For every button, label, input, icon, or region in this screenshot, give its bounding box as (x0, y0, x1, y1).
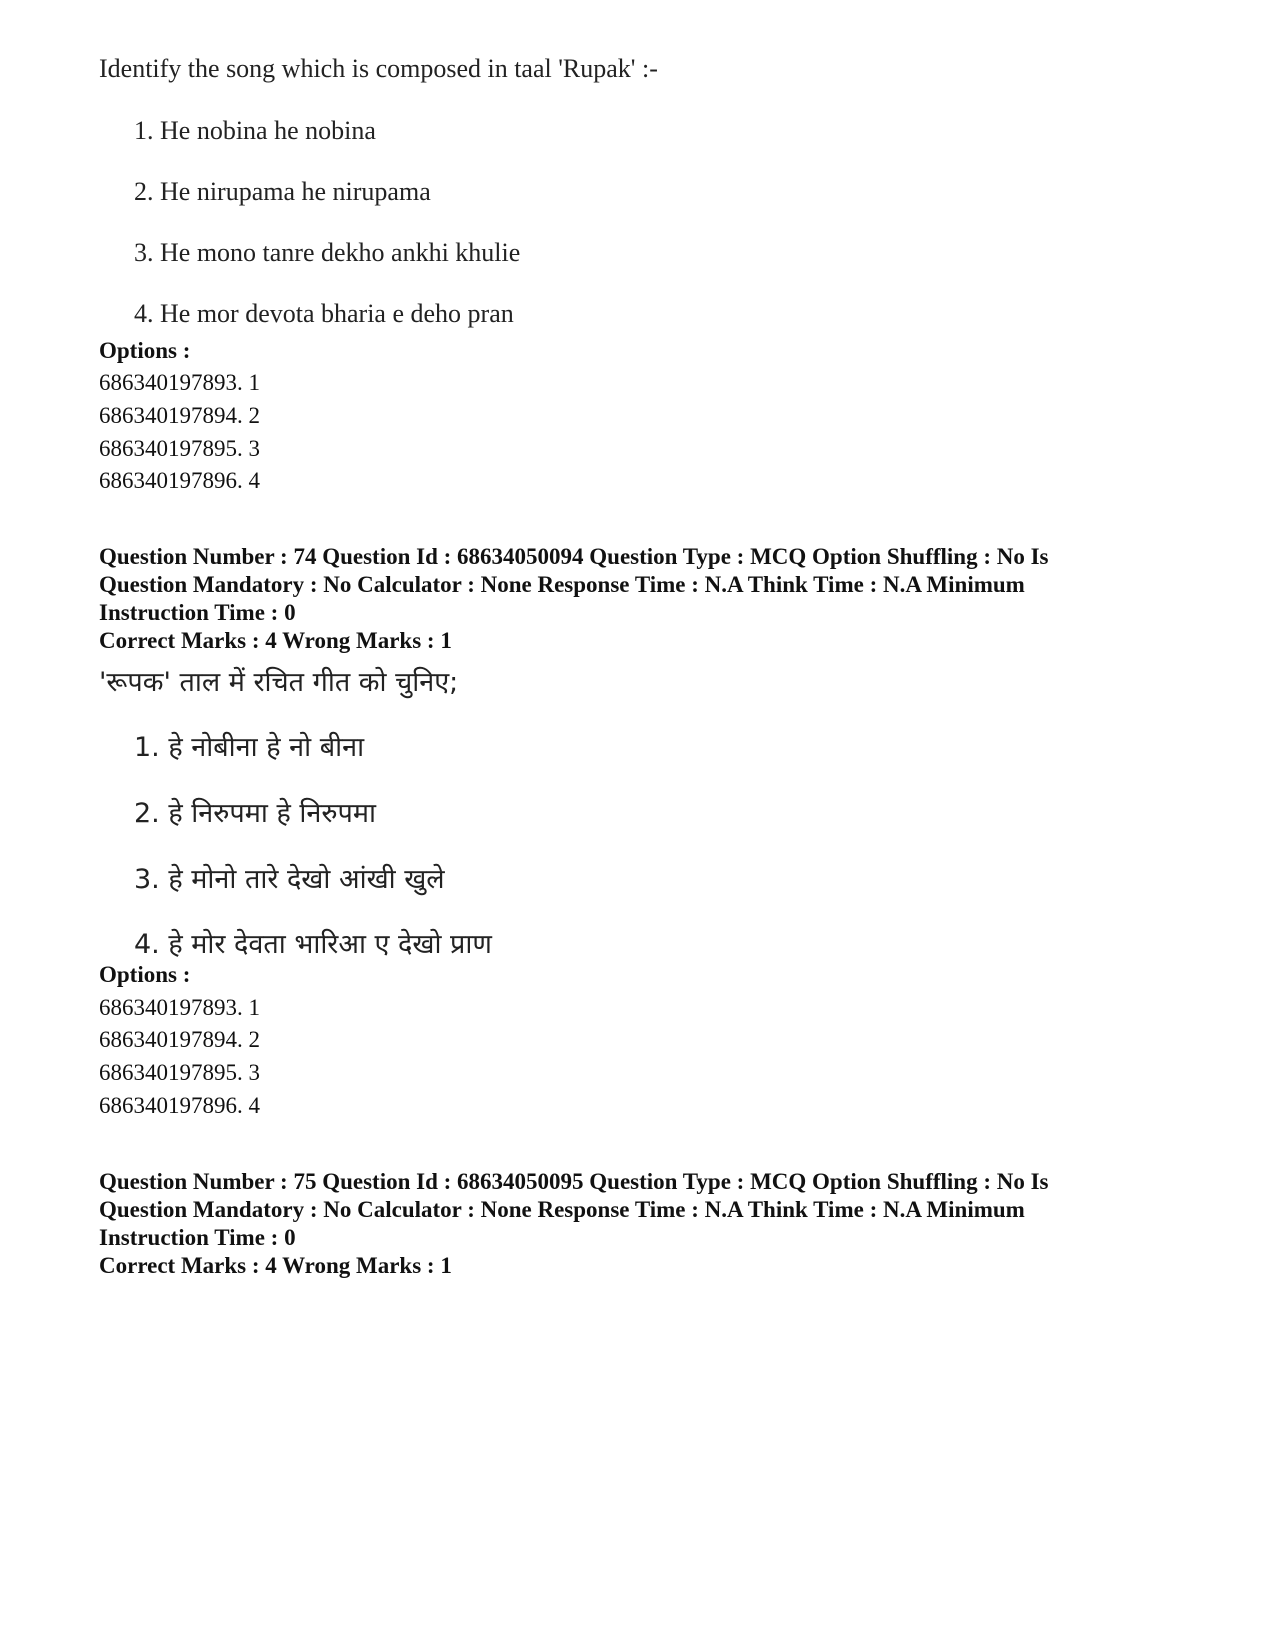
question-74-option-3: 686340197895. 3 (99, 1060, 260, 1085)
question-74-item-3: 3. हे मोनो तारे देखो आंखी खुले (134, 864, 445, 895)
question-item-1: 1. He nobina he nobina (134, 116, 376, 145)
question-74-marks: Correct Marks : 4 Wrong Marks : 1 (99, 628, 452, 653)
question-item-3: 3. He mono tanre dekho ankhi khulie (134, 238, 521, 267)
question-74-option-2: 686340197894. 2 (99, 1027, 260, 1052)
question-74-text-hindi: 'रूपक' ताल में रचित गीत को चुनिए; (99, 667, 459, 698)
question-75-marks: Correct Marks : 4 Wrong Marks : 1 (99, 1253, 452, 1278)
question-75-meta-line1: Question Number : 75 Question Id : 68634050095 Question Type : MCQ Option Shuffling : No Is (99, 1169, 1049, 1194)
option-1: 686340197893. 1 (99, 370, 260, 395)
question-74-options-label: Options : (99, 962, 191, 987)
option-2: 686340197894. 2 (99, 403, 260, 428)
options-label: Options : (99, 338, 191, 363)
question-74-meta-line3: Instruction Time : 0 (99, 600, 296, 625)
option-3: 686340197895. 3 (99, 436, 260, 461)
question-text-english: Identify the song which is composed in taal 'Rupak' :- (99, 54, 658, 83)
question-75-meta-line3: Instruction Time : 0 (99, 1225, 296, 1250)
question-74-item-4: 4. हे मोर देवता भारिआ ए देखो प्राण (134, 929, 492, 960)
question-74-option-4: 686340197896. 4 (99, 1093, 260, 1118)
question-item-4: 4. He mor devota bharia e deho pran (134, 299, 514, 328)
question-74-meta (99, 543, 1179, 627)
question-75-meta (99, 1168, 1179, 1252)
question-74-option-1: 686340197893. 1 (99, 995, 260, 1020)
question-74-meta-line2: Question Mandatory : No Calculator : None Response Time : N.A Think Time : N.A Minimum (99, 572, 1025, 597)
question-74-meta-line1: Question Number : 74 Question Id : 68634050094 Question Type : MCQ Option Shuffling : No Is (99, 544, 1049, 569)
option-4: 686340197896. 4 (99, 468, 260, 493)
question-item-2: 2. He nirupama he nirupama (134, 177, 431, 206)
question-74-item-2: 2. हे निरुपमा हे निरुपमा (134, 798, 376, 829)
question-74-item-1: 1. हे नोबीना हे नो बीना (134, 732, 365, 763)
question-75-meta-line2: Question Mandatory : No Calculator : None Response Time : N.A Think Time : N.A Minimum (99, 1197, 1025, 1222)
